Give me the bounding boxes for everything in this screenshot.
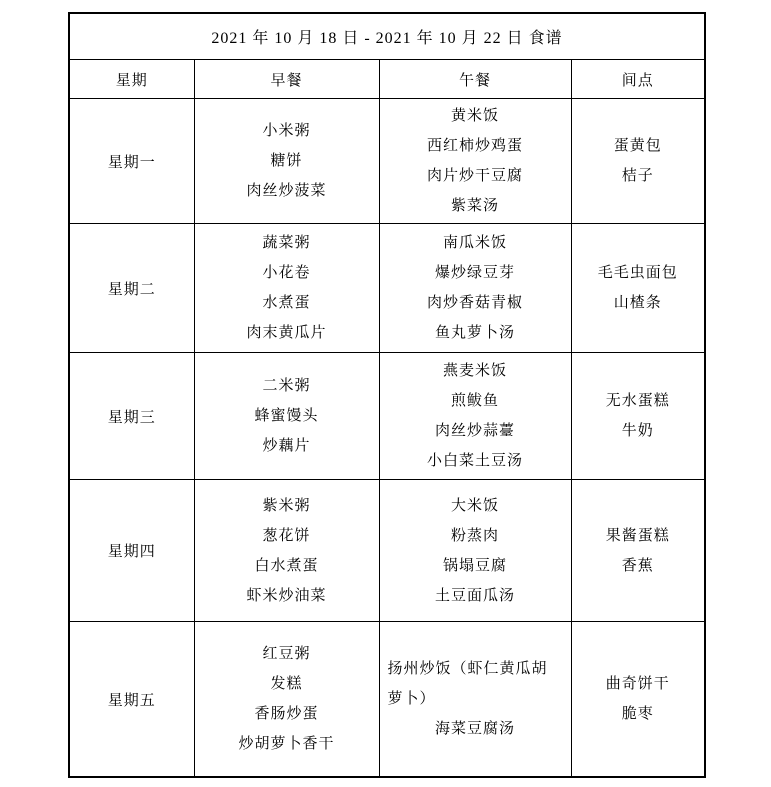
meal-item: 紫米粥 <box>262 497 311 514</box>
meal-item: 糖饼 <box>270 153 303 169</box>
meal-item: 白水煮蛋 <box>254 557 319 574</box>
meal-item: 红豆粥 <box>262 646 311 662</box>
breakfast-cell <box>194 480 379 622</box>
day-cell: 星期一 <box>69 99 194 224</box>
meal-item: 南瓜米饭 <box>442 235 507 251</box>
meal-item: 小米粥 <box>262 123 311 139</box>
lunch-cell <box>379 224 571 353</box>
table-row-friday <box>69 622 705 778</box>
meal-item: 肉炒香菇青椒 <box>426 295 523 311</box>
meal-item: 果酱蛋糕 <box>605 527 670 544</box>
lunch-cell <box>379 99 571 224</box>
snack-cell <box>571 353 705 480</box>
snack-cell <box>571 99 705 224</box>
meal-item: 炒藕片 <box>262 438 311 454</box>
meal-item: 发糕 <box>270 676 303 692</box>
meal-item: 虾米炒油菜 <box>246 587 327 604</box>
meal-item: 肉丝炒菠菜 <box>246 183 327 199</box>
meal-item: 炒胡萝卜香干 <box>238 736 335 752</box>
lunch-cell <box>379 622 571 778</box>
meal-item: 煎鲅鱼 <box>450 393 499 409</box>
table-row-wednesday <box>69 353 705 480</box>
meal-item: 山楂条 <box>613 295 662 311</box>
menu-table <box>68 12 706 778</box>
meal-item: 燕麦米饭 <box>442 363 507 379</box>
meal-item: 肉片炒干豆腐 <box>426 168 523 184</box>
meal-item: 肉丝炒蒜薹 <box>434 423 515 439</box>
day-cell: 星期二 <box>69 224 194 353</box>
meal-item: 毛毛虫面包 <box>597 265 678 281</box>
meal-item: 紫菜汤 <box>450 198 499 214</box>
meal-item: 锅塌豆腐 <box>442 557 507 574</box>
breakfast-cell <box>194 224 379 353</box>
meal-item: 二米粥 <box>262 378 311 394</box>
table-row-monday <box>69 99 705 224</box>
meal-item: 葱花饼 <box>262 527 311 544</box>
meal-item: 蛋黄包 <box>613 138 662 154</box>
title-row <box>69 13 705 60</box>
table-title: 2021 年 10 月 18 日 - 2021 年 10 月 22 日 食谱 <box>69 13 705 60</box>
meal-item: 爆炒绿豆芽 <box>434 265 515 281</box>
breakfast-cell <box>194 99 379 224</box>
snack-cell <box>571 224 705 353</box>
meal-item: 西红柿炒鸡蛋 <box>426 138 523 154</box>
breakfast-cell <box>194 353 379 480</box>
meal-item: 海菜豆腐汤 <box>434 721 515 737</box>
meal-item: 扬州炒饭（虾仁黄瓜胡萝卜） <box>387 661 548 707</box>
meal-item: 香肠炒蛋 <box>254 706 319 722</box>
lunch-cell <box>379 353 571 480</box>
snack-cell <box>571 622 705 778</box>
meal-item: 粉蒸肉 <box>450 527 499 544</box>
meal-item: 曲奇饼干 <box>605 676 670 692</box>
lunch-cell <box>379 480 571 622</box>
day-cell: 星期三 <box>69 353 194 480</box>
meal-item: 小花卷 <box>262 265 311 281</box>
meal-item: 小白菜土豆汤 <box>426 453 523 469</box>
table-row-tuesday <box>69 224 705 353</box>
column-header-lunch: 午餐 <box>379 60 571 99</box>
column-header-week: 星期 <box>69 60 194 99</box>
meal-item: 蜂蜜馒头 <box>254 408 319 424</box>
breakfast-cell <box>194 622 379 778</box>
day-cell: 星期五 <box>69 622 194 778</box>
snack-cell <box>571 480 705 622</box>
column-header-breakfast: 早餐 <box>194 60 379 99</box>
meal-item: 水煮蛋 <box>262 295 311 311</box>
meal-item: 蔬菜粥 <box>262 235 311 251</box>
meal-item: 肉末黄瓜片 <box>246 325 327 341</box>
table-row-thursday <box>69 480 705 622</box>
meal-item: 无水蛋糕 <box>605 393 670 409</box>
meal-item: 牛奶 <box>621 423 654 439</box>
meal-item: 土豆面瓜汤 <box>434 587 515 604</box>
meal-item: 香蕉 <box>621 557 654 574</box>
header-row <box>69 60 705 99</box>
meal-item: 鱼丸萝卜汤 <box>434 325 515 341</box>
meal-item: 黄米饭 <box>450 108 499 124</box>
meal-item: 脆枣 <box>621 706 654 722</box>
meal-item: 桔子 <box>621 168 654 184</box>
column-header-snack: 间点 <box>571 60 705 99</box>
meal-item: 大米饭 <box>450 497 499 514</box>
day-cell: 星期四 <box>69 480 194 622</box>
